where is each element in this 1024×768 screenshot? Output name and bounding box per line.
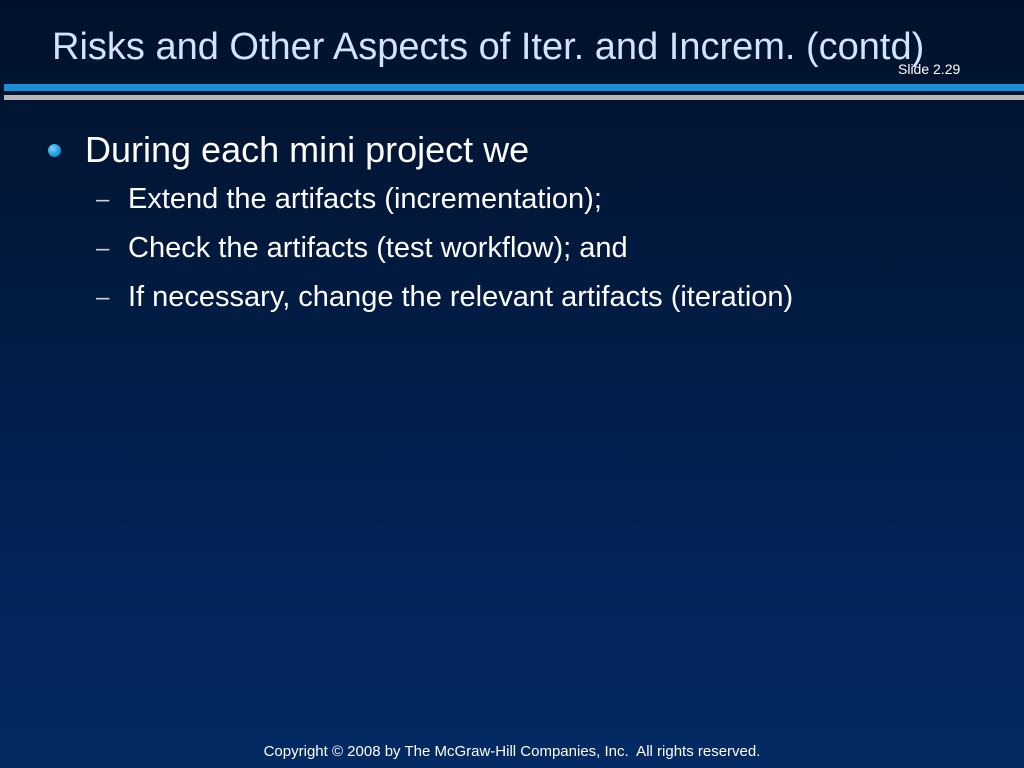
bullet-item	[48, 129, 529, 171]
dash-icon: –	[96, 283, 110, 311]
slide-title: Risks and Other Aspects of Iter. and Increm. (contd)	[52, 26, 925, 68]
sub-bullet-item	[96, 232, 628, 265]
dash-icon: –	[96, 185, 110, 213]
sub-bullet-text: If necessary, change the relevant artifacts (iteration)	[128, 281, 794, 313]
bullet-dot-icon	[48, 144, 61, 157]
copyright-footer: Copyright © 2008 by The McGraw-Hill Companies, Inc. All rights reserved.	[263, 743, 761, 760]
sub-bullet-item	[96, 183, 602, 216]
bullet-text: During each mini project we	[85, 129, 530, 170]
sub-bullet-item	[96, 281, 793, 314]
slide-number: Slide 2.29	[898, 61, 961, 77]
sub-bullet-text: Extend the artifacts (incrementation);	[128, 183, 602, 215]
title-divider-secondary	[4, 95, 1024, 100]
title-divider-accent	[4, 84, 1024, 91]
dash-icon: –	[96, 234, 110, 262]
sub-bullet-text: Check the artifacts (test workflow); and	[128, 232, 628, 264]
